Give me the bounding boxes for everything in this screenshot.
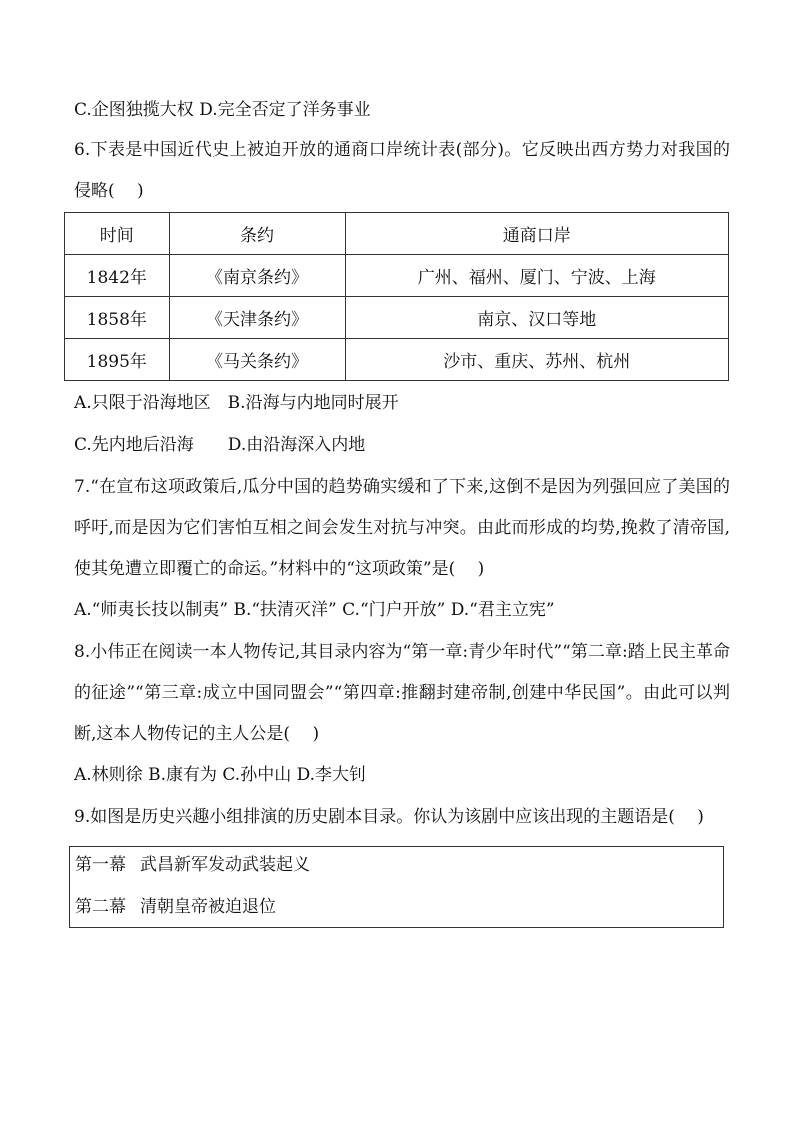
act-text: 武昌新军发动武装起义 <box>140 855 310 875</box>
table-row <box>65 297 729 339</box>
q6-options-line2: C.先内地后沿海 D.由沿海深入内地 <box>74 435 366 455</box>
act-text: 清朝皇帝被迫退位 <box>140 897 276 917</box>
row-ports: 南京、汉口等地 <box>345 297 728 339</box>
q9-stem: 9.如图是历史兴趣小组排演的历史剧本目录。你认为该剧中应该出现的主题语是( ) <box>74 807 704 827</box>
table-row <box>65 339 729 381</box>
row-year: 1858年 <box>65 297 170 339</box>
table-header-row <box>65 213 729 255</box>
table-row <box>65 255 729 297</box>
header-time: 时间 <box>65 213 170 255</box>
q8-options: A.林则徐 B.康有为 C.孙中山 D.李大钊 <box>74 765 367 785</box>
q6-stem: 6.下表是中国近代史上被迫开放的通商口岸统计表(部分)。它反映出西方势力对我国的侵略( ) <box>74 140 730 201</box>
q6-options-line1: A.只限于沿海地区 B.沿海与内地同时展开 <box>74 393 399 413</box>
header-ports: 通商口岸 <box>345 213 728 255</box>
act-row <box>75 855 723 875</box>
row-ports: 沙市、重庆、苏州、杭州 <box>345 339 728 381</box>
act-label: 第一幕 <box>75 855 126 875</box>
header-treaty: 条约 <box>169 213 345 255</box>
row-year: 1842年 <box>65 255 170 297</box>
q7-stem: 7.“在宣布这项政策后,瓜分中国的趋势确实缓和了下来,这倒不是因为列强回应了美国的呼吁,而是因为它们害怕互相之间会发生对抗与冲突。由此而形成的均势,挽救了清帝国,使其免遭立即覆亡的命运。”材料中的“这项政策”是( ) <box>74 477 730 579</box>
q8-stem: 8.小伟正在阅读一本人物传记,其目录内容为“第一章:青少年时代”“第二章:踏上民主革命的征途”“第三章:成立中国同盟会”“第四章:推翻封建帝制,创建中华民国”。由此可以判断,这本人物传记的主人公是( ) <box>74 642 730 744</box>
row-treaty: 《天津条约》 <box>169 297 345 339</box>
row-year: 1895年 <box>65 339 170 381</box>
treaty-ports-table <box>64 212 729 381</box>
script-contents-box <box>69 846 724 928</box>
row-ports: 广州、福州、厦门、宁波、上海 <box>345 255 728 297</box>
exam-page <box>74 100 730 928</box>
q5-options-tail: C.企图独揽大权 D.完全否定了洋务事业 <box>74 100 371 120</box>
act-row <box>75 897 723 917</box>
act-label: 第二幕 <box>75 897 126 917</box>
q7-options: A.“师夷长技以制夷” B.“扶清灭洋” C.“门户开放” D.“君主立宪” <box>74 600 555 620</box>
row-treaty: 《马关条约》 <box>169 339 345 381</box>
row-treaty: 《南京条约》 <box>169 255 345 297</box>
